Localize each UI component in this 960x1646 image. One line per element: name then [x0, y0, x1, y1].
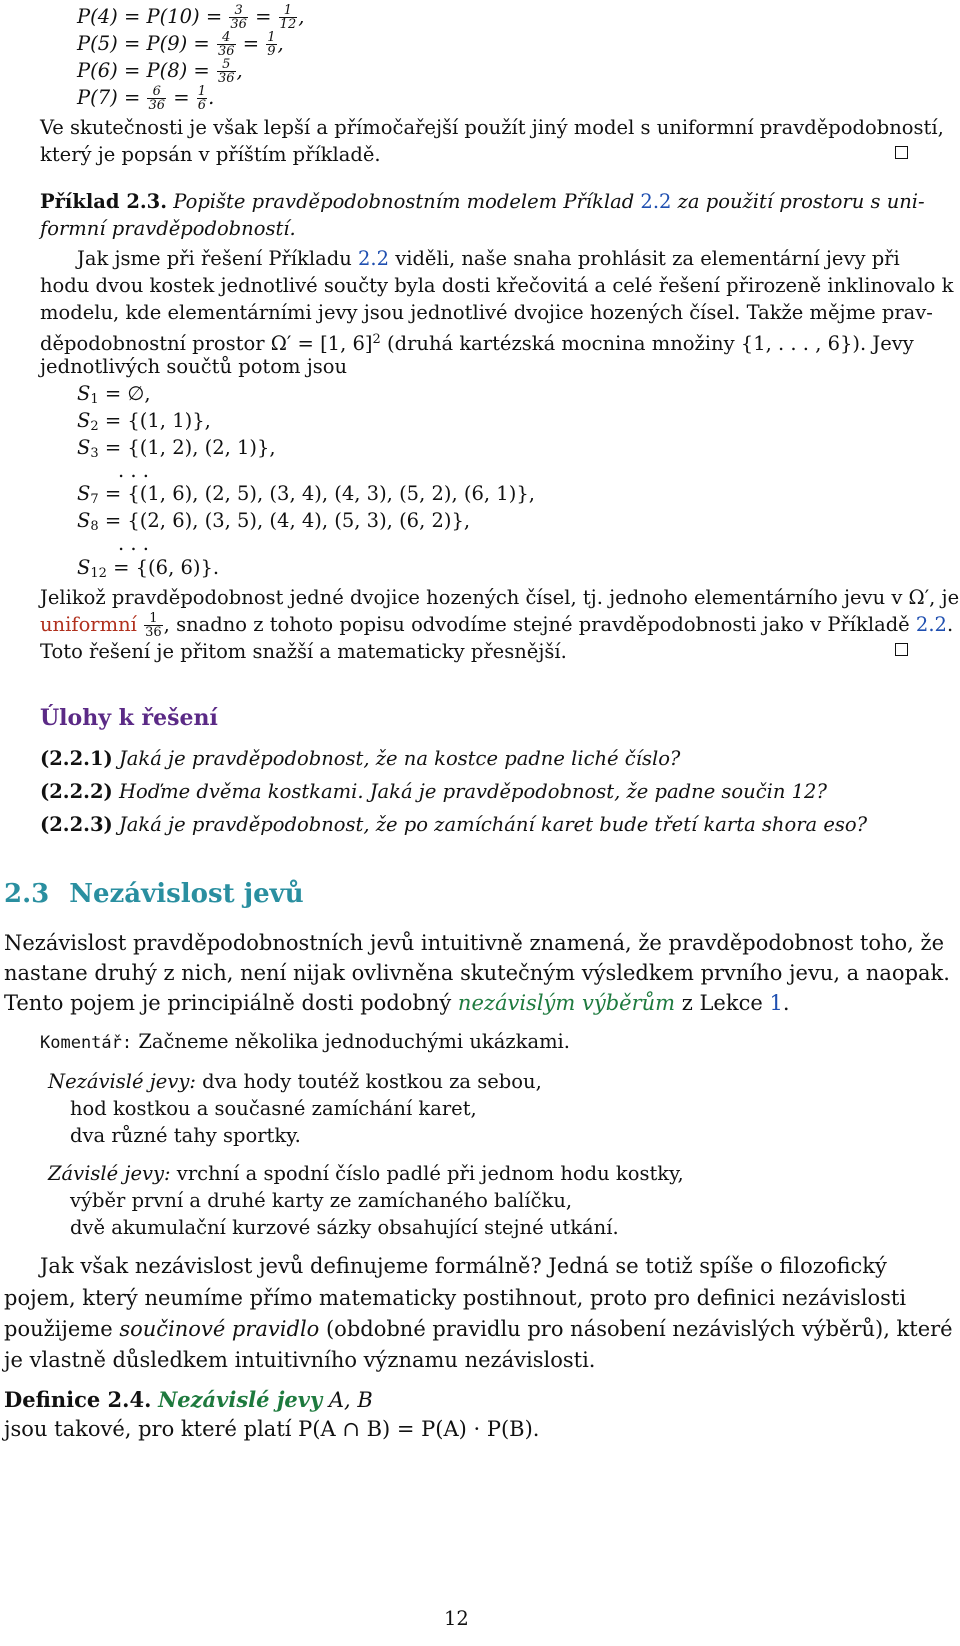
example-ref-link[interactable]: 2.2 [357, 247, 389, 270]
dependent-line-1 [48, 1161, 684, 1187]
section-number: 2.3 [4, 879, 50, 909]
prob-line-5 [77, 31, 284, 58]
task-3 [40, 812, 867, 838]
set-index: 12 [90, 566, 107, 581]
ellipsis: . . . [118, 459, 149, 482]
intro-line-1: Ve skutečnosti je však lepší a přímočařejší použít jiný model s uniformní pravděpodobností, [40, 116, 944, 139]
set-symbol: S [77, 436, 91, 459]
prob-text: P(7) = [77, 86, 147, 109]
task-2 [40, 779, 827, 805]
denominator: 12 [279, 17, 297, 32]
numerator: 1 [267, 30, 276, 45]
prob-text: P(4) = P(10) = [77, 5, 229, 28]
set-s12 [77, 555, 219, 587]
example-body-2: hodu dvou kostek jednotlivé součty byla dosti křečovitá a celé řešení přirozeně inklinovalo k [40, 274, 954, 297]
fraction [266, 31, 276, 58]
question-para-line-2: pojem, který neumíme přímo matematicky postihnout, proto pro definici nezávislosti [4, 1286, 907, 1310]
set-index: 3 [90, 446, 99, 461]
task-text: Jaká je pravděpodobnost, že po zamíchání karet bude třetí karta shora eso? [112, 813, 868, 836]
conclusion-line-3: Toto řešení je přitom snažší a matematicky přesnější. [40, 640, 567, 663]
body-text: Tento pojem je principiálně dosti podobný [4, 991, 458, 1015]
uniform-link[interactable]: uniformní [40, 613, 137, 636]
equals: = [236, 32, 266, 55]
fraction [229, 4, 248, 31]
definition-label: Definice 2.4. [4, 1387, 152, 1412]
fraction [217, 31, 236, 58]
independent-line-2: hod kostkou a současné zamíchání karet, [70, 1097, 477, 1120]
definition-vars: A, B [322, 1388, 373, 1412]
independent-text: dva hody toutéž kostkou za sebou, [195, 1070, 542, 1093]
set-value: = {(1, 2), (2, 1)}, [98, 436, 276, 459]
prob-line-6 [77, 58, 243, 85]
fraction [197, 85, 207, 112]
body-text: , snadno z tohoto popisu odvodíme stejné pravděpodobnosti jako v Příkladě [163, 613, 916, 636]
intro-line-2: který je popsán v příštím příkladě. [40, 143, 381, 166]
set-value: = {(1, 6), (2, 5), (3, 4), (4, 3), (5, 2), (6, 1)}, [98, 482, 535, 505]
conclusion-line-2 [40, 612, 953, 639]
prob-text: P(6) = P(8) = [77, 59, 216, 82]
dependent-line-2: výběr první a druhé karty ze zamíchaného balíčku, [70, 1189, 573, 1212]
prob-line-7 [77, 85, 214, 112]
punct: . [208, 86, 215, 109]
example-ref-link[interactable]: 2.2 [915, 613, 947, 636]
independent-label: Nezávislé jevy: [48, 1070, 196, 1093]
question-para-line-1: Jak však nezávislost jevů definujeme formálně? Jedná se totiž spíše o filozofický [40, 1254, 887, 1278]
set-symbol: S [77, 509, 91, 532]
body-text: viděli, naše snaha prohlásit za elementární jevy při [389, 247, 900, 270]
set-symbol: S [77, 482, 91, 505]
set-symbol: S [77, 556, 91, 579]
dependent-label: Závislé jevy: [48, 1162, 171, 1185]
conclusion-line-1: Jelikož pravděpodobnost jedné dvojice hozených čísel, tj. jednoho elementárního jevu v Ω′, je [40, 586, 960, 609]
body-text: použijeme [4, 1317, 120, 1341]
section-title: Nezávislost jevů [69, 879, 304, 909]
punct: , [236, 59, 243, 82]
superscript: 2 [372, 332, 381, 347]
numerator: 1 [197, 84, 207, 99]
punct: , [277, 32, 284, 55]
set-index: 2 [90, 419, 99, 434]
fraction [279, 4, 298, 31]
definition-text: jsou takové, pro které platí P(A ∩ B) = P(A) · P(B). [4, 1417, 540, 1441]
body-text: Jak jsme při řešení Příkladu [77, 247, 358, 270]
numerator: 4 [217, 31, 236, 45]
body-text: (druhá kartézská mocnina množiny {1, . . . , 6}). Jevy [380, 332, 914, 355]
task-number: (2.2.1) [40, 747, 113, 770]
example-body-5: jednotlivých součtů potom jsou [40, 355, 348, 378]
example-body-1 [77, 246, 900, 272]
equals: = [167, 86, 196, 109]
punct: . [782, 991, 790, 1015]
set-value: = {(6, 6)}. [106, 556, 220, 579]
body-text: z Lekce [675, 991, 770, 1015]
denominator: 9 [267, 44, 276, 59]
section-para-line-1: Nezávislost pravděpodobnostních jevů intuitivně znamená, že pravděpodobnost toho, že [4, 931, 945, 955]
qed-box [895, 146, 908, 159]
dependent-text: vrchní a spodní číslo padlé při jednom hodu kostky, [170, 1162, 684, 1185]
lecture-ref-link[interactable]: 1 [769, 991, 783, 1015]
denominator: 36 [145, 625, 162, 640]
definition-header [4, 1384, 373, 1416]
task-number: (2.2.3) [40, 813, 113, 836]
prob-line-4 [77, 4, 304, 31]
set-value: = ∅, [98, 382, 151, 405]
body-text: děpodobnostní prostor Ω′ = [1, 6] [40, 332, 373, 355]
section-para-line-3 [4, 988, 790, 1019]
numerator: 1 [279, 4, 298, 18]
comment-label: Komentář: [40, 1033, 133, 1053]
fraction [144, 612, 163, 639]
set-symbol: S [77, 382, 91, 405]
denominator: 36 [148, 98, 166, 113]
denominator: 6 [197, 98, 207, 113]
question-para-line-4: je vlastně důsledkem intuitivního významu nezávislosti. [4, 1348, 596, 1372]
question-para-line-3 [4, 1314, 953, 1345]
numerator: 6 [147, 85, 166, 99]
numerator: 5 [217, 58, 236, 72]
punct: . [946, 613, 954, 636]
task-text: Jaká je pravděpodobnost, že na kostce padne liché číslo? [112, 747, 681, 770]
fraction [217, 58, 236, 85]
equals: = [248, 5, 278, 28]
independent-selections-link[interactable]: nezávislým výběrům [457, 991, 676, 1015]
definition-term: Nezávislé jevy [158, 1387, 323, 1412]
ellipsis: . . . [118, 532, 149, 555]
example-text-2: formní pravděpodobností. [40, 217, 296, 240]
denominator: 36 [230, 17, 247, 32]
example-text: za použití prostoru s uni- [671, 190, 925, 213]
denominator: 36 [217, 71, 235, 86]
page-number: 12 [444, 1607, 469, 1630]
example-body-3: modelu, kde elementárními jevy jsou jednotlivé dvojice hozených čísel. Takže mějme prav- [40, 301, 933, 324]
example-ref-link[interactable]: 2.2 [640, 190, 672, 213]
set-index: 1 [90, 392, 99, 407]
task-text: Hoďme dvěma kostkami. Jaká je pravděpodobnost, že padne součin 12? [112, 780, 827, 803]
section-heading [4, 877, 304, 911]
example-label: Příklad 2.3. [40, 190, 168, 213]
numerator: 3 [229, 4, 248, 18]
set-value: = {(2, 6), (3, 5), (4, 4), (5, 3), (6, 2)}, [98, 509, 471, 532]
set-symbol: S [77, 409, 91, 432]
set-s3 [77, 435, 276, 467]
set-value: = {(1, 1)}, [98, 409, 211, 432]
independent-line-3: dva různé tahy sportky. [70, 1124, 301, 1147]
punct: , [298, 5, 305, 28]
body-text: (obdobné pravidlu pro násobení nezávislých výběrů), které [319, 1317, 953, 1341]
set-index: 7 [90, 492, 99, 507]
example-body-4 [40, 327, 914, 357]
dependent-line-3: dvě akumulační kurzové sázky obsahující stejné utkání. [70, 1216, 619, 1239]
set-index: 8 [90, 519, 99, 534]
qed-box [895, 643, 908, 656]
product-rule-term: součinové pravidlo [119, 1317, 320, 1341]
comment-line [40, 1029, 570, 1056]
fraction [147, 85, 166, 112]
example-header [40, 189, 925, 215]
example-text: Popište pravděpodobnostním modelem Příklad [167, 190, 641, 213]
denominator: 36 [217, 44, 235, 59]
task-1 [40, 746, 680, 772]
independent-line-1 [48, 1069, 542, 1095]
prob-text: P(5) = P(9) = [77, 32, 216, 55]
numerator: 1 [144, 612, 163, 626]
section-para-line-2: nastane druhý z nich, není nijak ovlivněna skutečným výsledkem prvního jevu, a naopak. [4, 961, 950, 985]
task-number: (2.2.2) [40, 780, 113, 803]
comment-text: Začneme několika jednoduchými ukázkami. [132, 1030, 570, 1053]
tasks-heading: Úlohy k řešení [40, 705, 218, 731]
